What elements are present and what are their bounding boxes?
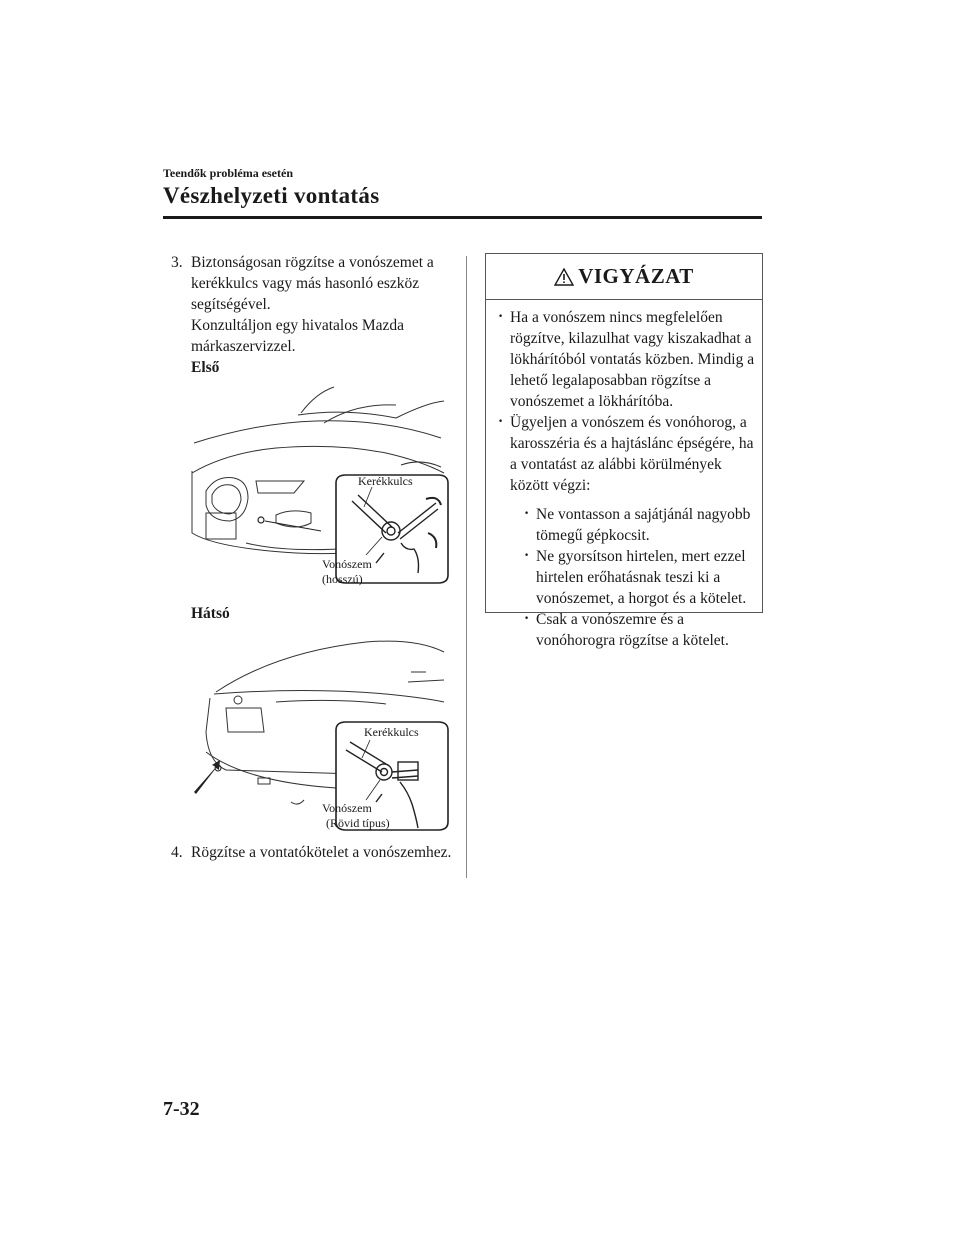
warning-list xyxy=(486,300,762,651)
step-4 xyxy=(171,842,456,863)
step-3-text: Biztonságosan rögzítse a vonószemet a kerékkulcs vagy más hasonló eszköz segítségével. xyxy=(191,254,434,313)
front-wrench-label: Kerékkulcs xyxy=(358,474,413,488)
front-eye-label: Vonószem xyxy=(322,557,372,571)
step-3-note: Konzultáljon egy hivatalos Mazda márkaszervizzel. xyxy=(191,317,405,355)
warning-item xyxy=(496,412,756,651)
warning-header xyxy=(486,254,762,300)
rear-inset xyxy=(322,722,448,830)
warning-sub-item: · Csak a vonószemre és a vonóhorogra rögzítse a kötelet. xyxy=(522,609,756,651)
left-column xyxy=(171,252,456,378)
warning-sub-list xyxy=(510,504,756,651)
title-rule xyxy=(163,216,762,219)
step-4-number: 4. xyxy=(171,844,183,861)
warning-item: · Ha a vonószem nincs megfelelően rögzítve, kilazulhat vagy kiszakadhat a lökhárítóból vontatás közben. Mindig a lehető legalaposabban rögzítse a vonószemet a lökhárítóba. xyxy=(496,307,756,412)
page-title: Vészhelyzeti vontatás xyxy=(163,183,380,208)
front-tow-eye-illustration xyxy=(186,383,450,593)
front-inset xyxy=(322,474,448,586)
rear-tow-eye-illustration xyxy=(186,632,450,837)
front-heading: Első xyxy=(191,359,220,376)
page-number: 7-32 xyxy=(163,1098,200,1120)
rear-wrench-label: Kerékkulcs xyxy=(364,725,419,739)
warning-sub-item: · Ne vontasson a sajátjánál nagyobb tömegű gépkocsit. xyxy=(522,504,756,546)
rear-heading: Hátsó xyxy=(191,605,230,622)
column-divider xyxy=(466,256,467,878)
front-eye-note: (hosszú) xyxy=(322,572,363,586)
rear-eye-label: Vonószem xyxy=(322,801,372,815)
section-label: Teendők probléma esetén xyxy=(163,166,294,180)
step-3-number: 3. xyxy=(171,254,183,271)
warning-item-text: Ügyeljen a vonószem és vonóhorog, a karosszéria és a hajtáslánc épségére, ha a vontatást az alábbi körülmények között végzi: xyxy=(510,414,754,494)
warning-title: VIGYÁZAT xyxy=(578,264,694,288)
step-4-text: Rögzítse a vontatókötelet a vonószemhez. xyxy=(191,844,452,861)
warning-box xyxy=(485,253,763,649)
warning-sub-item: · Ne gyorsítson hirtelen, mert ezzel hirtelen erőhatásnak teszi ki a vonószemet, a horgot és a kötelet. xyxy=(522,546,756,609)
step-3 xyxy=(171,252,456,357)
rear-eye-note: (Rövid típus) xyxy=(326,816,390,830)
warning-triangle-icon xyxy=(554,268,574,286)
